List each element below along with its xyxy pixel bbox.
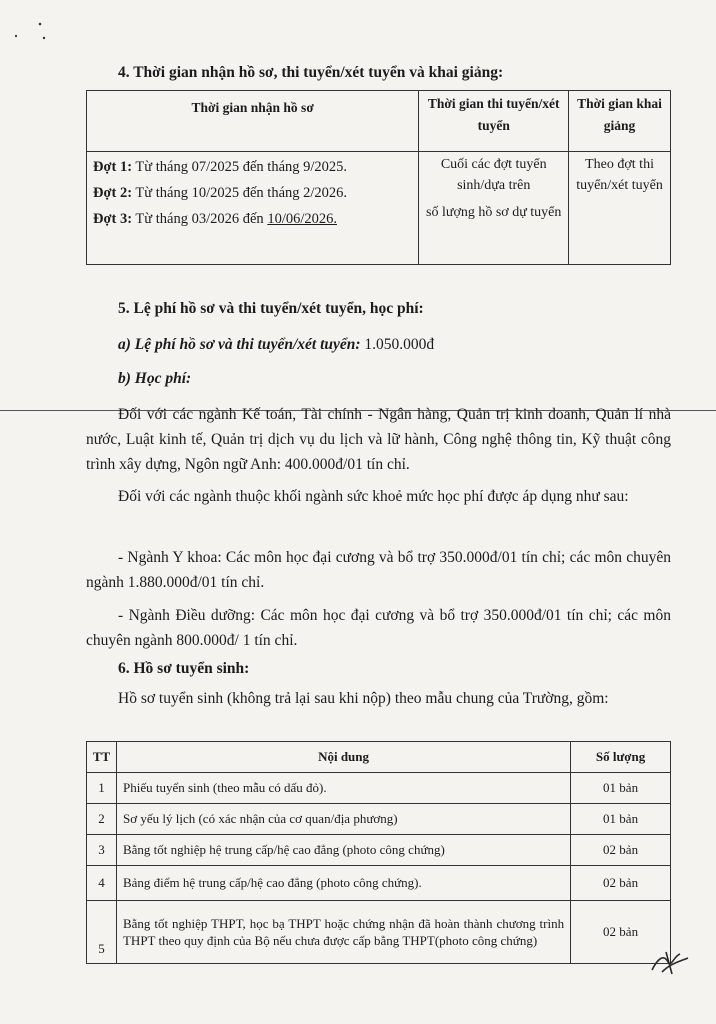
table-row: 1 Phiếu tuyển sinh (theo mẫu có dấu đỏ). 01 bản (87, 773, 671, 804)
tuition-paragraph-1: Đối với các ngành Kế toán, Tài chính - Ngân hàng, Quản trị kinh doanh, Quản lí nhà nước, Luật kinh tế, Quản trị dịch vụ du lịch và lữ hành, Công nghệ thông tin, Kỹ thuật công trình xây dựng, Ngôn ngữ Anh: 400.000đ/01 tín chỉ. (86, 406, 671, 473)
schedule-table-header-row (87, 91, 671, 152)
tuition-label: b) Học phí: (118, 370, 192, 387)
table-row: 3 Bằng tốt nghiệp hệ trung cấp/hệ cao đẳng (photo công chứng) 02 bản (87, 835, 671, 866)
section-6-heading: 6. Hồ sơ tuyển sinh: (118, 660, 250, 677)
table-row: 4 Bảng điểm hệ trung cấp/hệ cao đẳng (photo công chứng). 02 bản (87, 866, 671, 901)
documents-header-qty: Số lượng (571, 742, 671, 773)
schedule-exam-cell: Cuối các đợt tuyển sinh/dựa trên số lượng hồ sơ dự tuyển (419, 152, 569, 265)
handwritten-initial-icon (648, 948, 692, 978)
round-3: Đợt 3: Từ tháng 03/2026 đến 10/06/2026. (93, 211, 337, 227)
documents-table (86, 741, 671, 964)
schedule-header-receive: Thời gian nhận hồ sơ (87, 91, 419, 152)
table-row: 2 Sơ yếu lý lịch (có xác nhận của cơ quan/địa phương) 01 bản (87, 804, 671, 835)
documents-header-content: Nội dung (116, 742, 570, 773)
schedule-table (86, 90, 671, 265)
fee-label: a) Lệ phí hồ sơ và thi tuyển/xét tuyển: (118, 336, 361, 353)
documents-intro: Hồ sơ tuyển sinh (không trả lại sau khi nộp) theo mẫu chung của Trường, gồm: (118, 690, 609, 707)
schedule-header-opening: Thời gian khai giảng (569, 91, 671, 152)
round-2: Đợt 2: Từ tháng 10/2025 đến tháng 2/2026. (93, 185, 348, 201)
section-5-heading: 5. Lệ phí hồ sơ và thi tuyển/xét tuyển, học phí: (118, 300, 424, 317)
tuition-paragraph-2: Đối với các ngành thuộc khối ngành sức khoẻ mức học phí được áp dụng như sau: (118, 488, 629, 505)
tuition-paragraph-4: - Ngành Điều dưỡng: Các môn học đại cương và bổ trợ 350.000đ/01 tín chỉ; các môn chuyên ngành 800.000đ/ 1 tín chỉ. (86, 607, 671, 649)
fee-line (118, 334, 434, 355)
documents-header-row (87, 742, 671, 773)
schedule-header-exam: Thời gian thi tuyển/xét tuyển (419, 91, 569, 152)
fee-value: 1.050.000đ (360, 336, 435, 353)
round-1: Đợt 1: Từ tháng 07/2025 đến tháng 9/2025. (93, 159, 348, 175)
scan-speck-icon (10, 18, 50, 48)
table-row: 5 Bằng tốt nghiệp THPT, học bạ THPT hoặc chứng nhận đã hoàn thành chương trình THPT theo quy định của Bộ nếu chưa được cấp bằng THPT(photo công chứng) 02 bản (87, 901, 671, 964)
schedule-opening-cell: Theo đợt thi tuyển/xét tuyển (569, 152, 671, 265)
tuition-paragraph-3: - Ngành Y khoa: Các môn học đại cương và bổ trợ 350.000đ/01 tín chỉ; các môn chuyên ngành 1.880.000đ/01 tín chỉ. (86, 549, 671, 591)
schedule-table-body-row (87, 152, 671, 265)
section-4-heading: 4. Thời gian nhận hồ sơ, thi tuyển/xét tuyển và khai giảng: (118, 64, 504, 81)
schedule-rounds-cell (87, 152, 419, 265)
documents-header-tt: TT (87, 742, 117, 773)
